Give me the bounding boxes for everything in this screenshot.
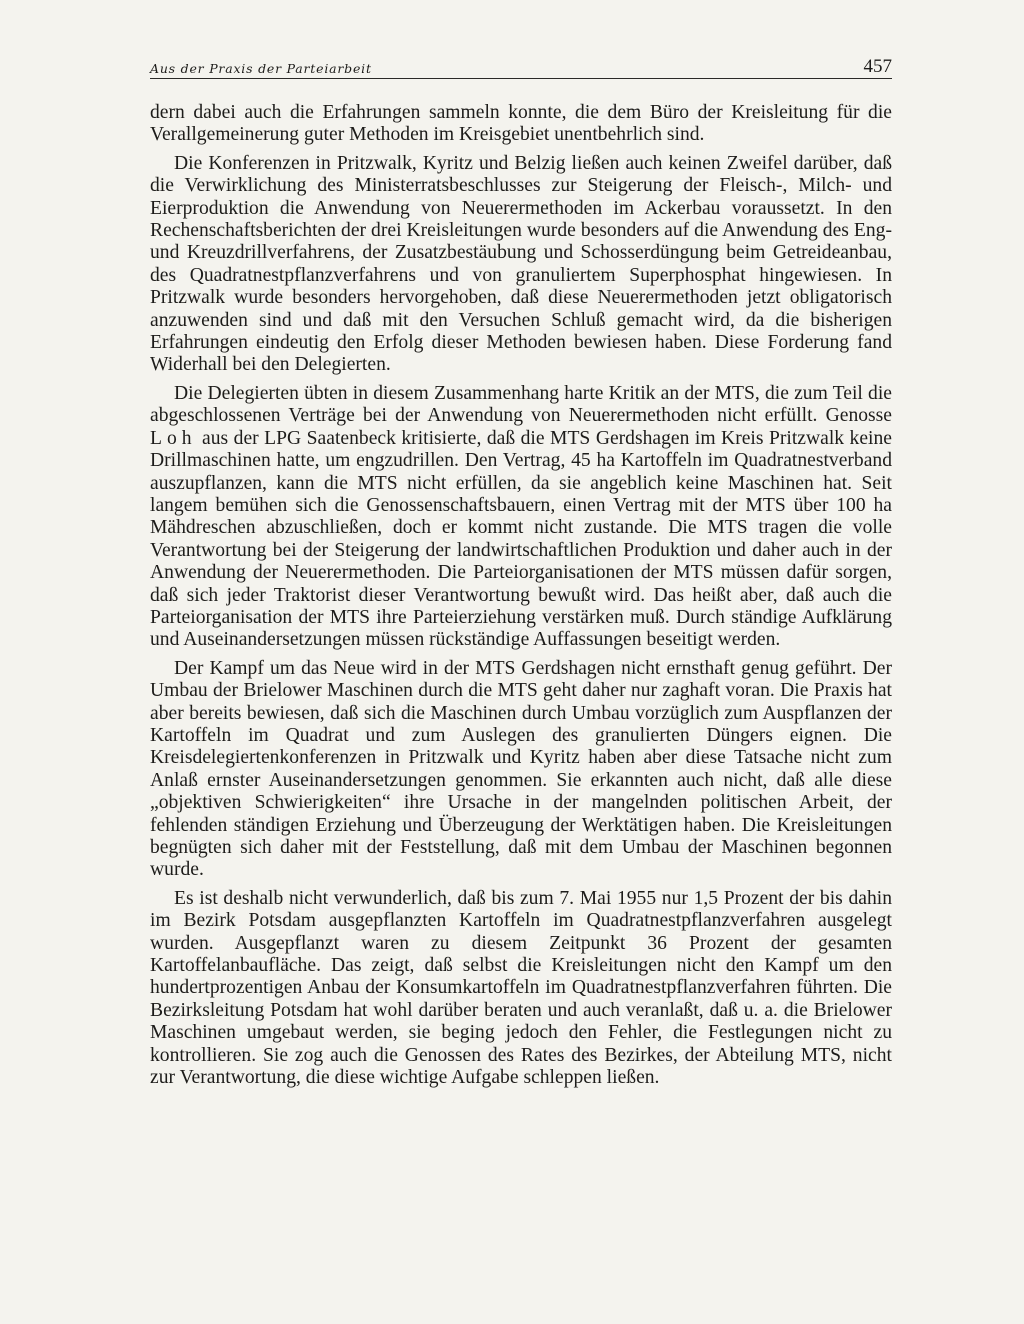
paragraph-2: Die Konferenzen in Pritzwalk, Kyritz und Belzig ließen auch keinen Zweifel darüber, daß die Verwirklichung des Ministerratsbeschlusses zur Steigerung der Fleisch-, Milch- und Eierproduktion die Anwendung von Neuerermethoden im Ackerbau voraussetzt. In den Rechenschaftsberichten der drei Kreisleitungen wurde besonders auf die Anwendung des Eng- und Kreuzdrillverfahrens, der Zusatzbestäubung und Schosserdüngung beim Getreideanbau, des Quadratnestpflanzverfahrens und von granuliertem Superphosphat hingewiesen. In Pritzwalk wurde besonders hervorgehoben, daß diese Neuerermethoden jetzt obligatorisch anzuwenden sind und daß mit den Versuchen Schluß gemacht wird, da die bisherigen Erfahrungen eindeutig den Erfolg dieser Methoden bewiesen haben. Diese Forderung fand Widerhall bei den Delegierten.: [150, 152, 892, 376]
person-name-loh: Loh: [150, 427, 197, 449]
paragraph-3-text-start: Die Delegierten übten in diesem Zusammenhang harte Kritik an der MTS, die zum Teil die abgeschlossenen Verträge bei der Anwendung von Neuerermethoden nicht erfüllt. Genosse: [150, 382, 892, 427]
running-title: Aus der Praxis der Parteiarbeit: [150, 61, 372, 76]
running-header: [150, 52, 892, 79]
document-page: [150, 52, 892, 1095]
page-number: 457: [863, 56, 892, 77]
paragraph-5: Es ist deshalb nicht verwunderlich, daß bis zum 7. Mai 1955 nur 1,5 Prozent der bis dahin im Bezirk Potsdam ausgepflanzten Kartoffeln im Quadratnestpflanzverfahren ausgelegt wurden. Ausgepflanzt waren zu diesem Zeitpunkt 36 Prozent der gesamten Kartoffelanbaufläche. Das zeigt, daß selbst die Kreisleitungen nicht den Kampf um den hundertprozentigen Anbau der Konsumkartoffeln im Quadratnestpflanzverfahren führten. Die Bezirksleitung Potsdam hat wohl darüber beraten und auch veranlaßt, daß u. a. die Brielower Maschinen umgebaut werden, sie beging jedoch den Fehler, die Festlegungen nicht zu kontrollieren. Sie zog auch die Genossen des Rates des Bezirkes, der Abteilung MTS, nicht zur Verantwortung, die diese wichtige Aufgabe schleppen ließen.: [150, 887, 892, 1089]
paragraph-1: dern dabei auch die Erfahrungen sammeln konnte, die dem Büro der Kreisleitung für die Verallgemeinerung guter Methoden im Kreisgebiet unentbehrlich sind.: [150, 102, 892, 146]
paragraph-3: [150, 383, 892, 652]
paragraph-3-text-end: aus der LPG Saatenbeck kritisierte, daß die MTS Gerdshagen im Kreis Pritzwalk keine Drillmaschinen hatte, um engzudrillen. Den Vertrag, 45 ha Kartoffeln im Quadratnestverband auszupflanzen, kann die MTS nicht erfüllen, da sie angeblich keine Maschinen hat. Seit langem bemühen sich die Genossenschaftsbauern, einen Vertrag mit der MTS über 100 ha Mähdreschen abzuschließen, doch er kommt nicht zustande. Die MTS tragen die volle Verantwortung bei der Steigerung der landwirtschaftlichen Produktion und daher auch in der Anwendung der Neuerermethoden. Die Parteiorganisationen der MTS müssen dafür sorgen, daß sich jeder Traktorist dieser Verantwortung bewußt wird. Das heißt aber, daß auch die Parteiorganisation der MTS ihre Parteierziehung verstärken muß. Durch ständige Aufklärung und Auseinandersetzungen müssen rückständige Auffassungen beseitigt werden.: [150, 427, 892, 651]
body-text: [150, 102, 892, 1089]
paragraph-4: Der Kampf um das Neue wird in der MTS Gerdshagen nicht ernsthaft genug geführt. Der Umbau der Brielower Maschinen durch die MTS geht daher nur zaghaft voran. Die Praxis hat aber bereits bewiesen, daß sich die Maschinen durch Umbau vorzüglich zum Auspflanzen der Kartoffeln im Quadrat und zum Auslegen des granulierten Düngers eignen. Die Kreisdelegiertenkonferenzen in Pritzwalk und Kyritz haben aber diese Tatsache nicht zum Anlaß ernster Auseinandersetzungen genommen. Sie erkannten auch nicht, daß alle diese „objektiven Schwierigkeiten“ ihre Ursache in der mangelnden politischen Arbeit, der fehlenden ständigen Erziehung und Überzeugung der Werktätigen haben. Die Kreisleitungen begnügten sich daher mit der Feststellung, daß mit dem Umbau der Maschinen begonnen wurde.: [150, 657, 892, 881]
